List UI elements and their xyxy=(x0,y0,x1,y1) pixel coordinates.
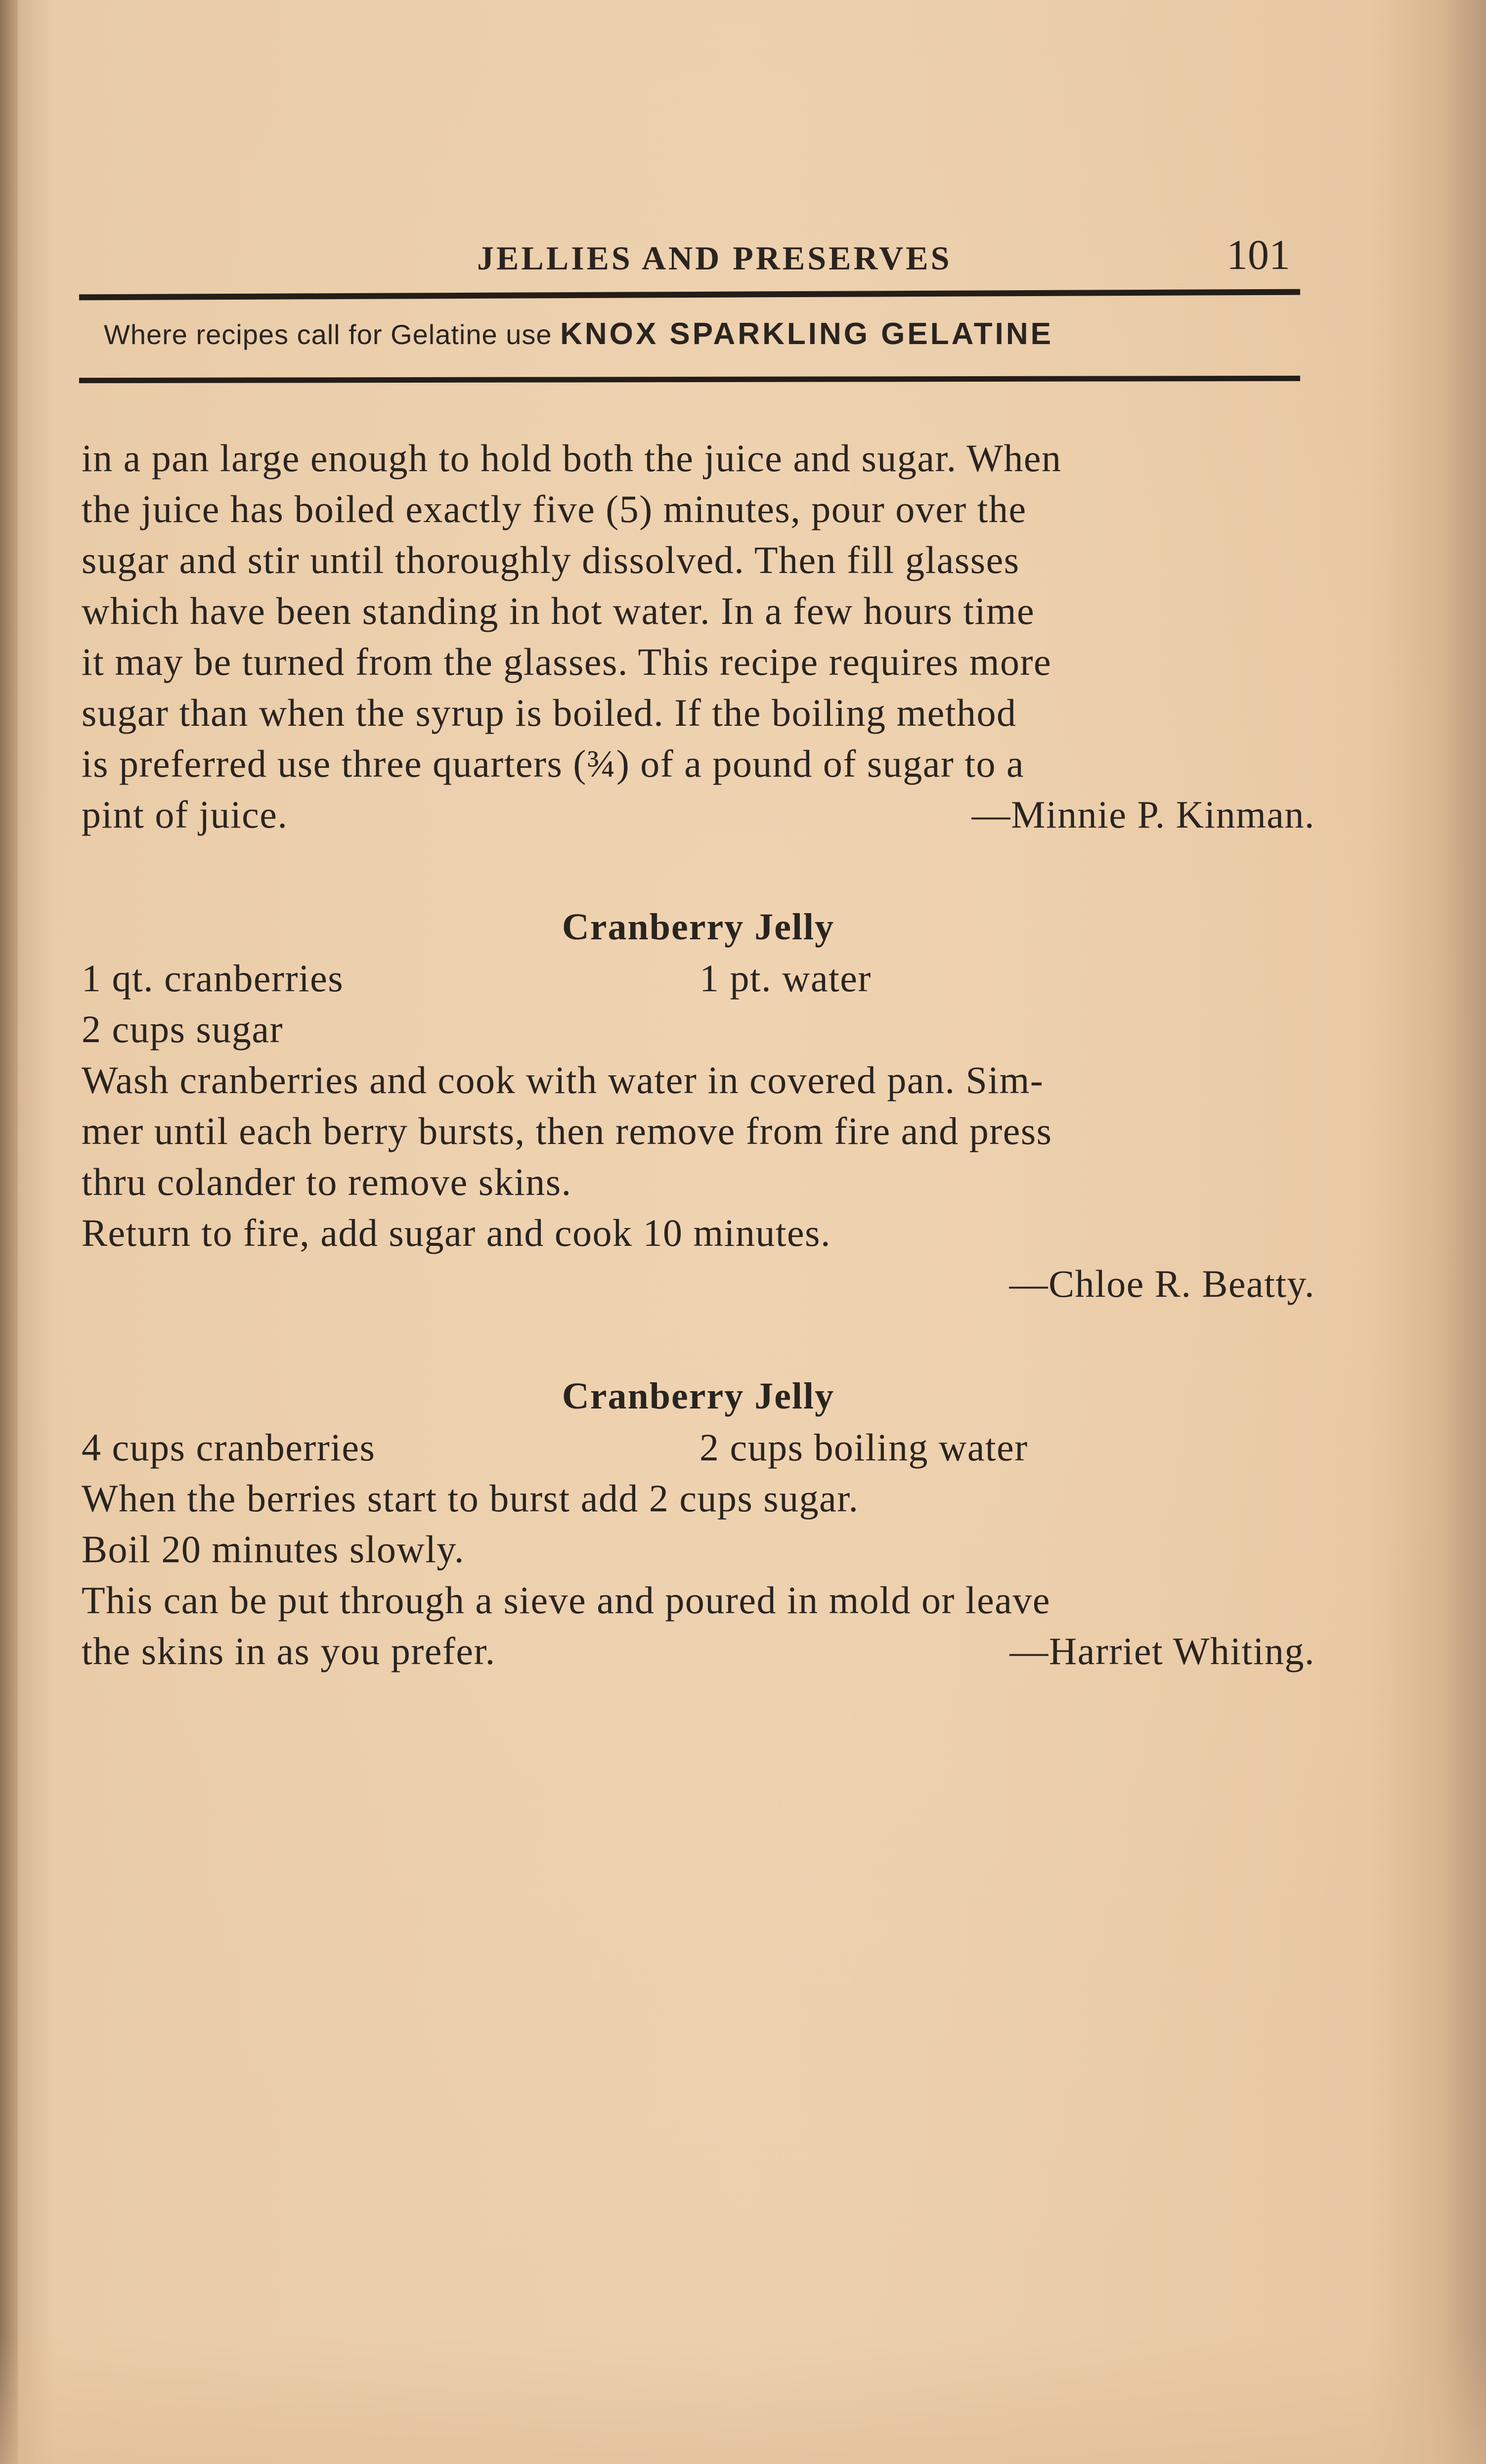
advertising-tagline xyxy=(104,316,1300,352)
ingredient: 1 qt. cranberries xyxy=(82,957,344,1000)
tagline-text: Where recipes call for Gelatine use xyxy=(104,319,552,350)
tagline-brand: KNOX SPARKLING GELATINE xyxy=(560,317,1054,351)
body-line: pint of juice. xyxy=(82,793,288,836)
instruction-line: Wash cranberries and cook with water in covered pan. Sim- xyxy=(82,1058,1044,1101)
instruction-line: This can be put through a sieve and poured in mold or leave xyxy=(82,1579,1050,1622)
body-line: is preferred use three quarters (¾) of a pound of sugar to a xyxy=(82,742,1025,785)
ingredient-row xyxy=(82,953,1315,1004)
spacer xyxy=(82,1309,1315,1371)
instruction-line: the skins in as you prefer. xyxy=(82,1629,496,1672)
closing-line xyxy=(82,789,1315,840)
ingredient xyxy=(699,1004,1315,1055)
recipe-title: Cranberry Jelly xyxy=(562,906,835,948)
ingredient: 2 cups boiling water xyxy=(699,1426,1028,1469)
instruction-line: mer until each berry bursts, then remove from fire and press xyxy=(82,1109,1052,1152)
header-rule-bottom xyxy=(79,376,1300,383)
recipe-cranberry-jelly-1 xyxy=(82,902,1315,1309)
instruction-line: thru colander to remove skins. xyxy=(82,1160,572,1203)
body-line: the juice has boiled exactly five (5) minutes, pour over the xyxy=(82,487,1027,530)
spacer xyxy=(82,840,1315,902)
ingredient-row xyxy=(82,1422,1315,1473)
running-head xyxy=(79,230,1295,284)
instruction-line: When the berries start to burst add 2 cups sugar. xyxy=(82,1477,859,1520)
instruction-line: Boil 20 minutes slowly. xyxy=(82,1528,465,1571)
ingredient-row xyxy=(82,1004,1315,1055)
recipe-author: —Minnie P. Kinman. xyxy=(971,793,1315,836)
recipe-author: —Harriet Whiting. xyxy=(1009,1629,1315,1672)
section-title: JELLIES AND PRESERVES xyxy=(477,239,952,277)
ingredient: 1 pt. water xyxy=(699,957,872,1000)
body-line: in a pan large enough to hold both the juice and sugar. When xyxy=(82,437,1062,480)
body-line: it may be turned from the glasses. This recipe requires more xyxy=(82,640,1052,683)
instruction-line: Return to fire, add sugar and cook 10 minutes. xyxy=(82,1211,831,1254)
recipe-author: —Chloe R. Beatty. xyxy=(1009,1262,1315,1305)
body-line: sugar and stir until thoroughly dissolved. Then fill glasses xyxy=(82,538,1020,581)
header-rule-top xyxy=(79,289,1300,301)
continued-recipe xyxy=(82,433,1315,840)
ingredient: 2 cups sugar xyxy=(82,1008,283,1051)
recipe-title: Cranberry Jelly xyxy=(562,1375,835,1417)
page-body xyxy=(82,433,1315,1676)
closing-line xyxy=(82,1626,1315,1676)
recipe-cranberry-jelly-2 xyxy=(82,1371,1315,1676)
body-line: which have been standing in hot water. In a few hours time xyxy=(82,589,1035,632)
ingredient: 4 cups cranberries xyxy=(82,1426,376,1469)
body-line: sugar than when the syrup is boiled. If the boiling method xyxy=(82,691,1017,734)
page-number: 101 xyxy=(1226,231,1290,278)
